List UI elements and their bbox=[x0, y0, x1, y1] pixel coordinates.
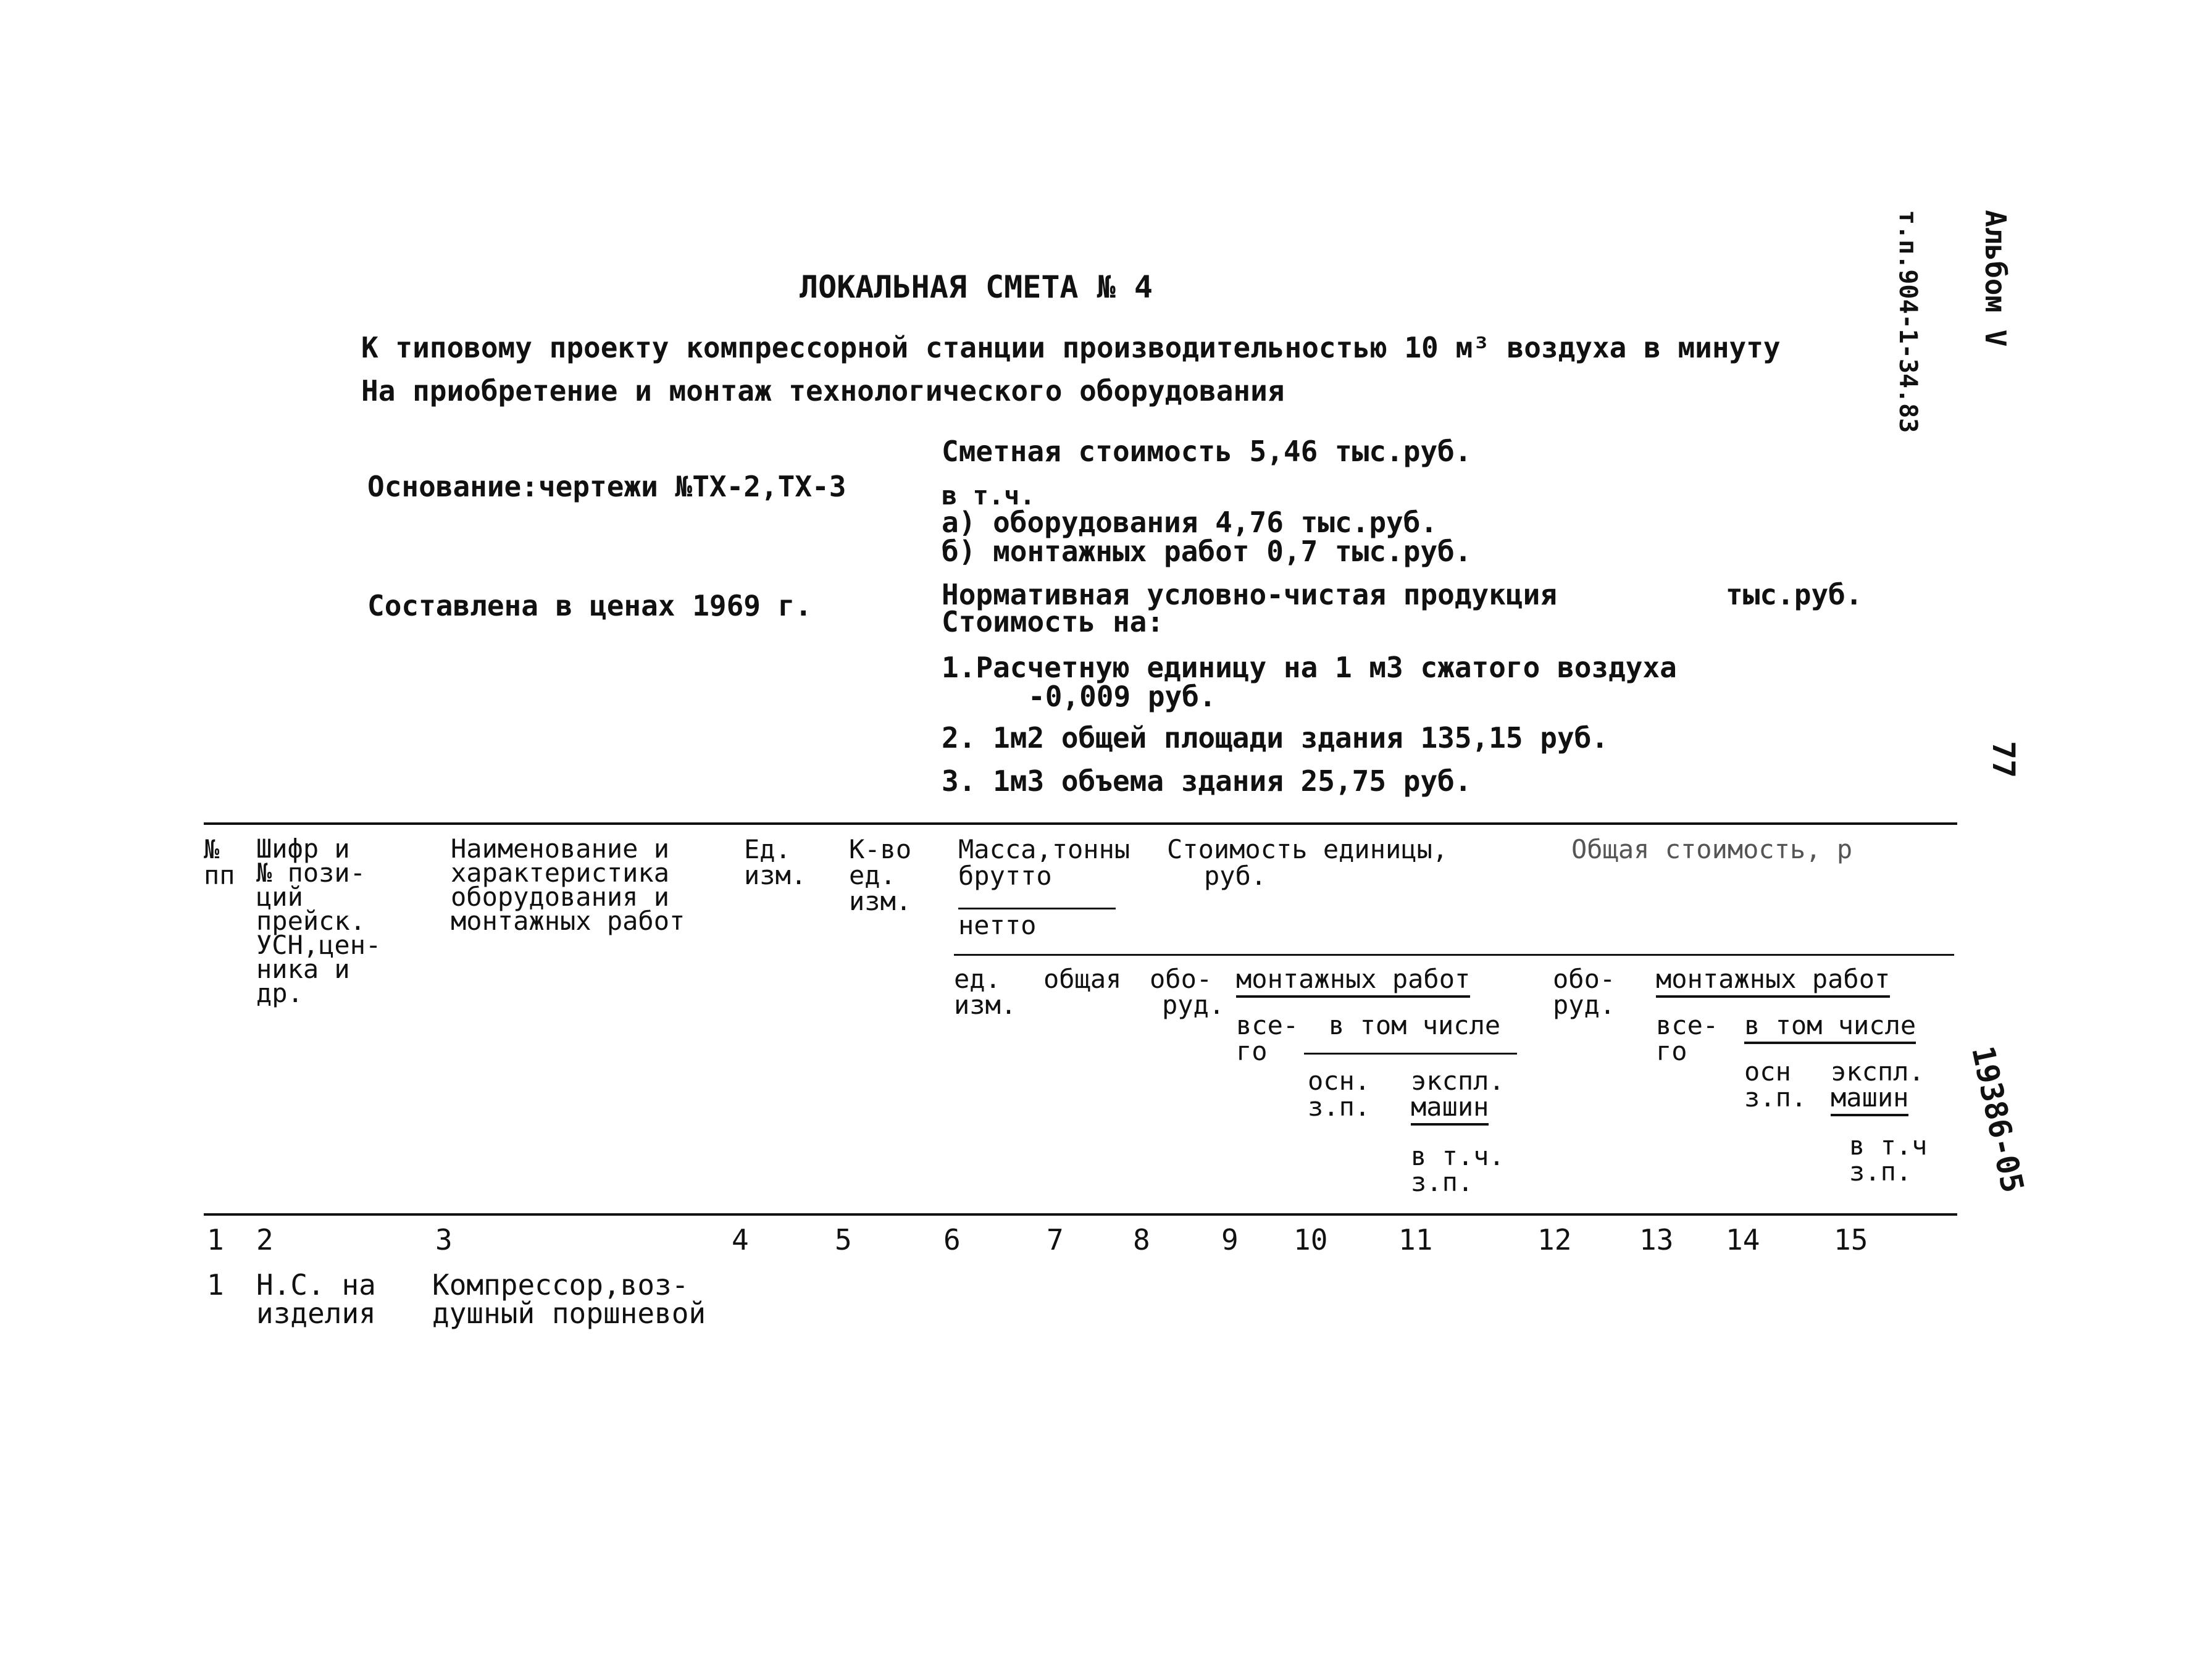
col-num-7: 7 bbox=[1047, 1223, 1064, 1256]
col-num-15: 15 bbox=[1834, 1223, 1868, 1256]
col-num-6: 6 bbox=[943, 1223, 961, 1256]
header-unit-incl-zp: в т.ч. з.п. bbox=[1411, 1141, 1505, 1197]
normative-unit: тыс.руб. bbox=[1726, 578, 1863, 611]
header-unit-incl: в том числе bbox=[1329, 1010, 1501, 1040]
installation-cost: б) монтажных работ 0,7 тыс.руб. bbox=[942, 535, 1472, 568]
col-num-2: 2 bbox=[256, 1223, 274, 1256]
cost-on-label: Стоимость на: bbox=[942, 605, 1164, 638]
col-num-9: 9 bbox=[1221, 1223, 1239, 1256]
row-1-name: Компрессор,воз- душный поршневой bbox=[432, 1268, 706, 1330]
unit-incl-line bbox=[1304, 1053, 1517, 1055]
cost-item-2: 2. 1м2 общей площади здания 135,15 руб. bbox=[942, 721, 1609, 754]
header-unit-install: монтажных работ bbox=[1236, 966, 1470, 992]
page-number: 77 bbox=[1986, 741, 2021, 779]
basis-text: Основание:чертежи №ТХ-2,ТХ-3 bbox=[367, 470, 846, 503]
estimated-cost: Сметная стоимость 5,46 тыс.руб. bbox=[942, 435, 1472, 468]
header-total-incl-zp: в т.ч з.п. bbox=[1849, 1130, 1928, 1187]
header-total-incl: в том числе bbox=[1744, 1013, 1916, 1039]
header-bottom-border bbox=[204, 1213, 1957, 1216]
header-mass: Масса,тонны bbox=[958, 834, 1131, 864]
col-num-3: 3 bbox=[435, 1223, 453, 1256]
project-code: т.п.904-1-34.83 bbox=[1894, 210, 1922, 433]
cost-item-1b: -0,009 руб. bbox=[1028, 680, 1216, 713]
col-num-13: 13 bbox=[1639, 1223, 1674, 1256]
subtitle-line-1: К типовому проекту компрессорной станции производительностью 10 м³ воздуха в минуту bbox=[361, 331, 1781, 364]
header-mass-brutto: брутто bbox=[958, 861, 1052, 891]
cost-item-1a: 1.Расчетную единицу на 1 м3 сжатого воздуха bbox=[942, 651, 1677, 684]
header-total-mach: экспл. машин bbox=[1831, 1059, 1925, 1111]
header-mass-unit: ед. изм. bbox=[954, 964, 1017, 1020]
header-total-cost: Общая стоимость, р bbox=[1571, 834, 1853, 864]
col-num-11: 11 bbox=[1398, 1223, 1433, 1256]
col-num-1: 1 bbox=[207, 1223, 224, 1256]
subtitle-line-2: На приобретение и монтаж технологического оборудования bbox=[361, 374, 1285, 407]
col-num-12: 12 bbox=[1537, 1223, 1572, 1256]
header-num: № пп bbox=[204, 834, 235, 890]
header-total-osn-zp: осн з.п. bbox=[1744, 1056, 1807, 1113]
mass-divider bbox=[958, 908, 1116, 909]
header-mass-netto: нетто bbox=[958, 910, 1037, 940]
header-total-all: все- го bbox=[1656, 1010, 1719, 1066]
header-unit-equip: обо- руд. bbox=[1150, 964, 1225, 1020]
col-num-10: 10 bbox=[1294, 1223, 1328, 1256]
prices-text: Составлена в ценах 1969 г. bbox=[367, 589, 813, 622]
col-num-5: 5 bbox=[835, 1223, 852, 1256]
header-unit-cost-rub: руб. bbox=[1204, 861, 1267, 891]
col-num-8: 8 bbox=[1133, 1223, 1150, 1256]
header-unit-cost: Стоимость единицы, bbox=[1167, 834, 1448, 864]
row-1-num: 1 bbox=[207, 1268, 224, 1302]
row-1-code: Н.С. на изделия bbox=[256, 1268, 376, 1330]
header-mass-total: общая bbox=[1043, 964, 1122, 994]
document-title: ЛОКАЛЬНАЯ СМЕТА № 4 bbox=[800, 269, 1153, 305]
header-total-install: монтажных работ bbox=[1656, 966, 1890, 992]
header-unit: Ед. изм. bbox=[744, 834, 807, 890]
table-top-border bbox=[204, 822, 1957, 825]
incl-label: в т.ч. bbox=[942, 480, 1035, 511]
subheader-line bbox=[954, 954, 1954, 956]
col-num-14: 14 bbox=[1726, 1223, 1760, 1256]
header-quantity: К-во ед. изм. bbox=[849, 834, 912, 916]
header-unit-mach: экспл. машин bbox=[1411, 1068, 1505, 1120]
header-unit-osn-zp: осн. з.п. bbox=[1308, 1066, 1371, 1122]
cost-item-3: 3. 1м3 объема здания 25,75 руб. bbox=[942, 764, 1472, 798]
inventory-number: 19386-05 bbox=[1965, 1043, 2031, 1196]
header-unit-all: все- го bbox=[1236, 1010, 1299, 1066]
header-code: Шифр и № пози- ций прейск. УСН,цен- ника и др. bbox=[256, 834, 382, 1009]
normative-production: Нормативная условно-чистая продукция bbox=[942, 578, 1557, 611]
header-name: Наименование и характеристика оборудования и монтажных работ bbox=[451, 834, 685, 937]
equipment-cost: а) оборудования 4,76 тыс.руб. bbox=[942, 506, 1438, 539]
col-num-4: 4 bbox=[732, 1223, 749, 1256]
album-label: Альбом V bbox=[1979, 210, 2012, 347]
header-total-equip: обо- руд. bbox=[1553, 964, 1616, 1020]
